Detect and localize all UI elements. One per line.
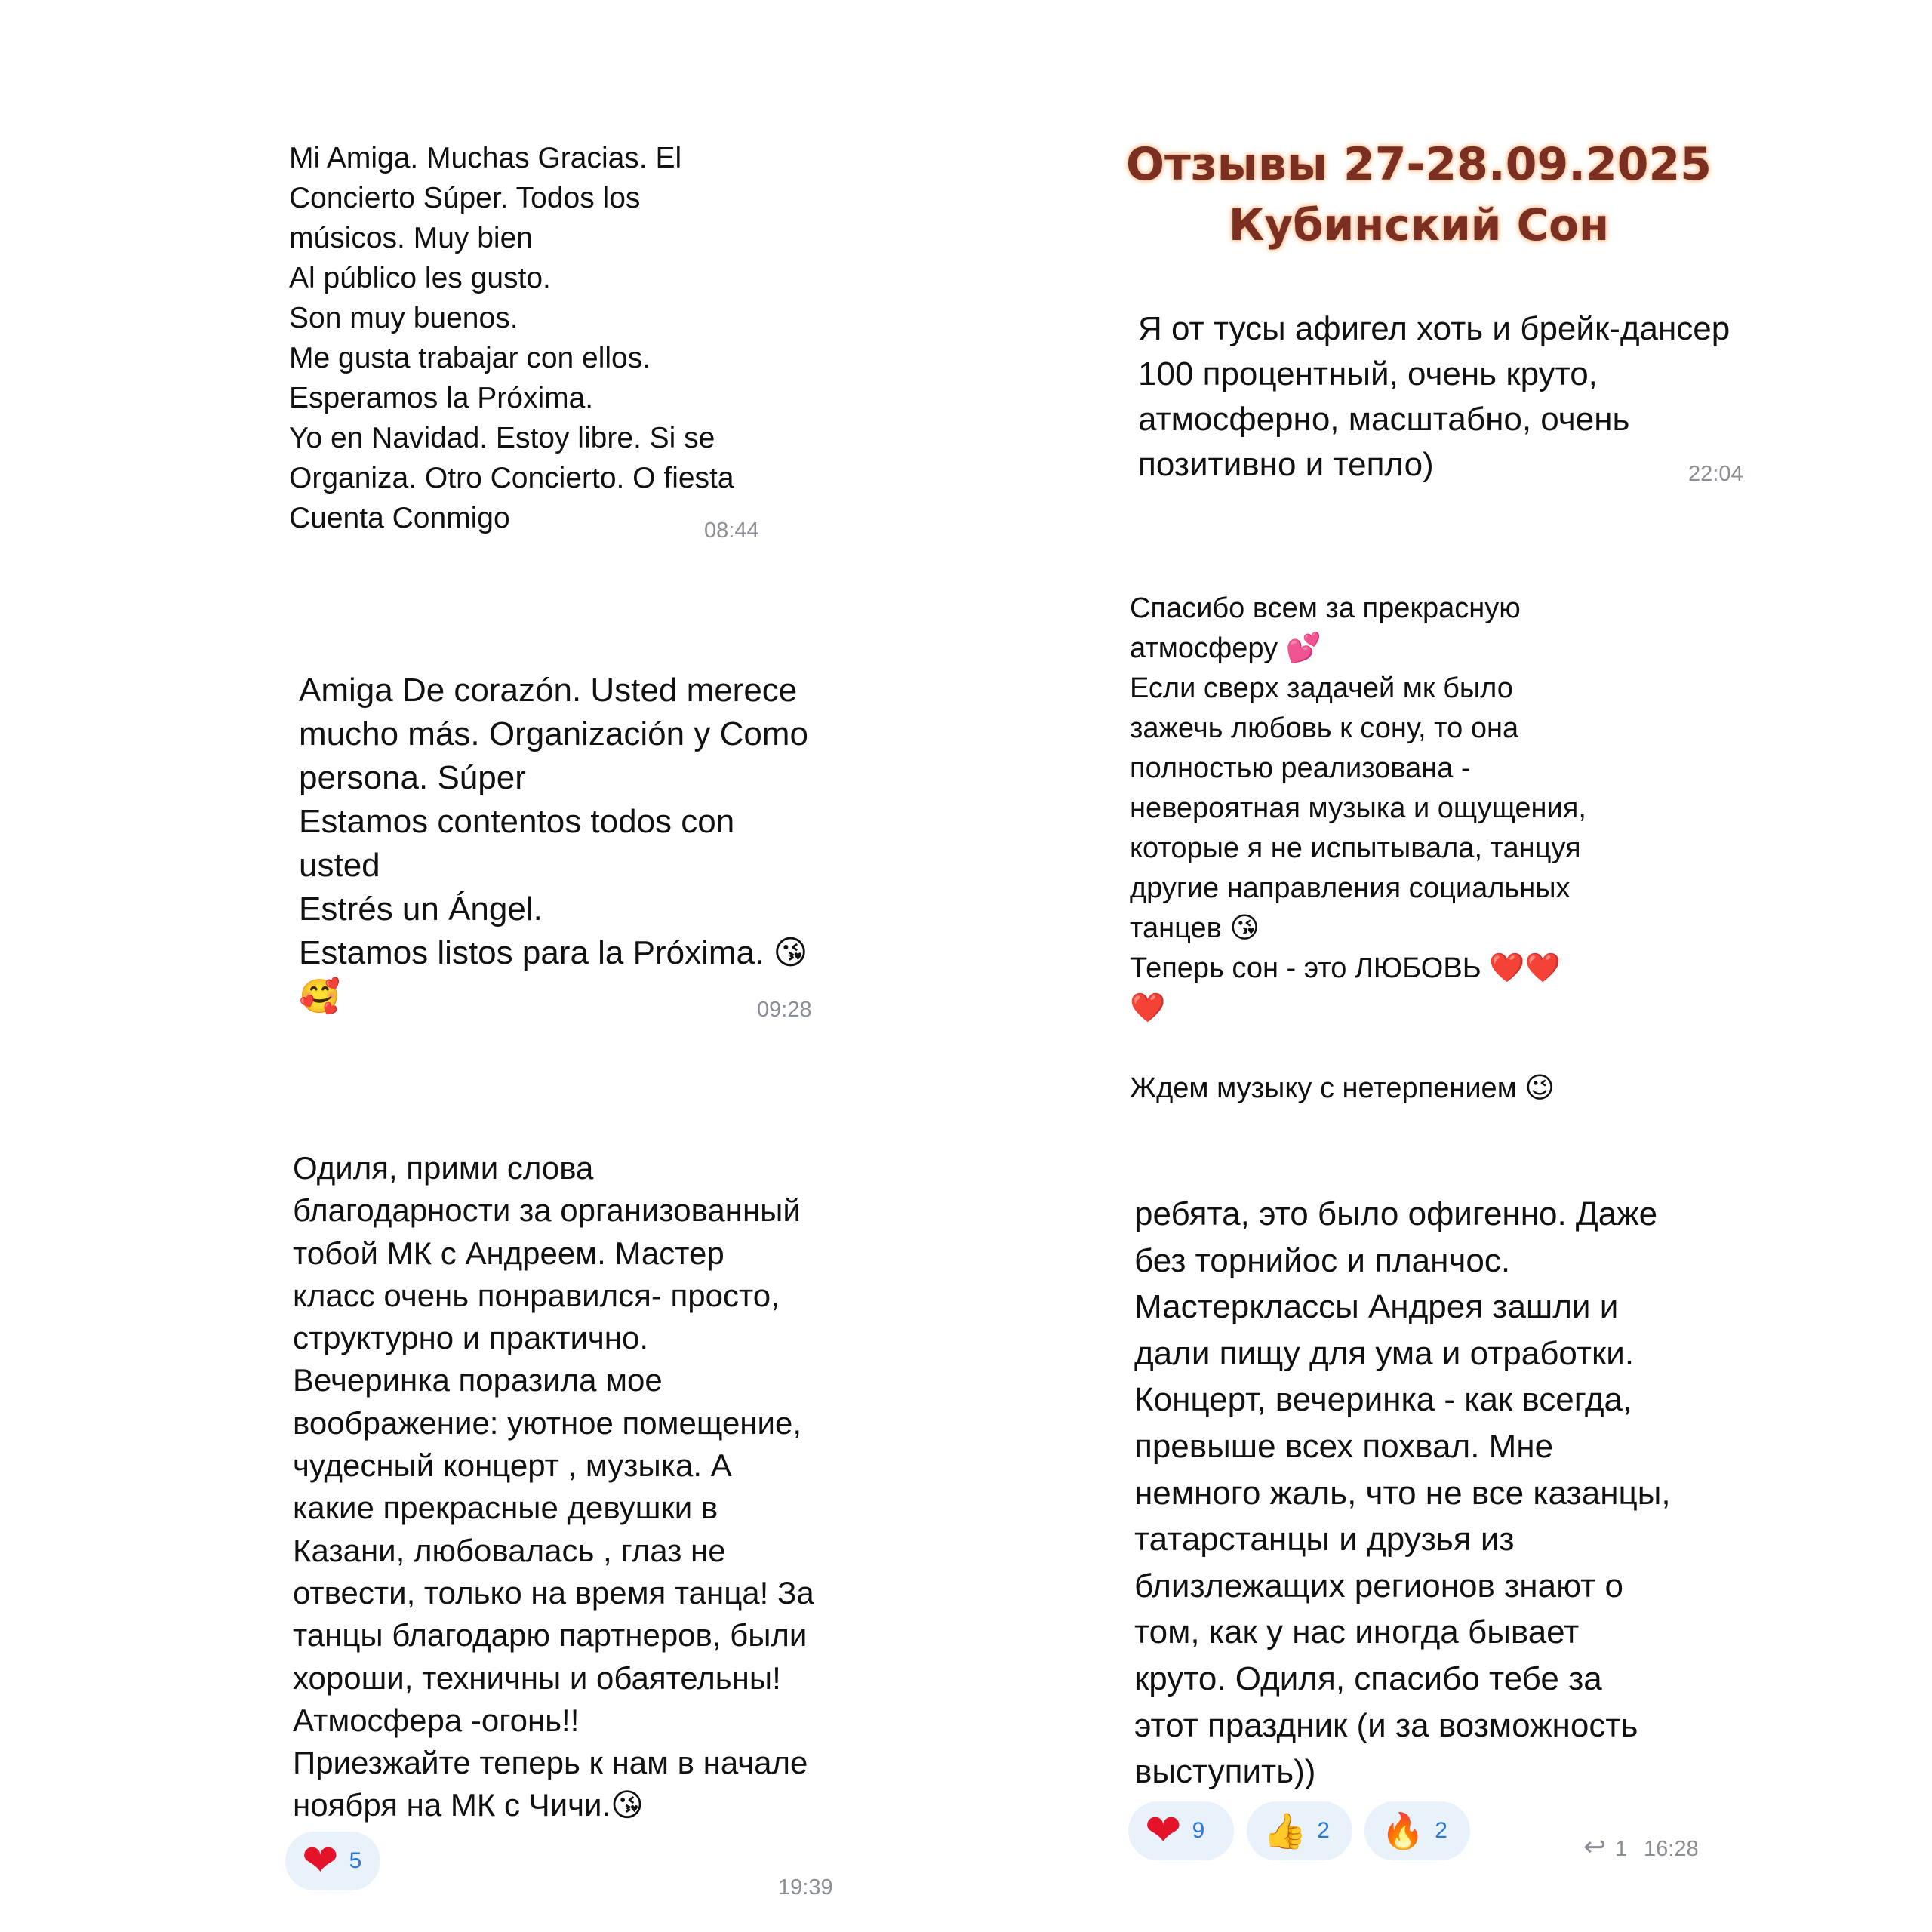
thumbs-up-icon: 👍	[1263, 1811, 1307, 1850]
reaction-count: 5	[349, 1848, 362, 1873]
message-text: Спасибо всем за прекрасную атмосферу 💕 Если сверх задачей мк было зажечь любовь к сону, то она полностью реализована - невероятная музыка и ощущения, которые я не испытывала, танцуя другие направления социальных танцев 😘 Теперь сон - это ЛЮБОВЬ ❤️❤️ ❤️ Ждем музыку с нетерпением 😉	[1130, 592, 1586, 1104]
reply-count[interactable]: 1	[1615, 1837, 1628, 1861]
title-line-dates: Отзывы 27-28.09.2025	[1126, 138, 1712, 191]
reaction-thumbs-up-chip[interactable]	[1247, 1801, 1352, 1860]
message-text: ребята, это было офигенно. Даже без торнийос и планчос. Мастерклассы Андрея зашли и дали пищу для ума и отработки. Концерт, вечеринка - как всегда, превыше всех похвал. Мне немного жаль, что не все казанцы, татарстанцы и друзья из близлежащих регионов знают о том, как у нас иногда бывает круто. Одиля, спасибо тебе за этот праздник (и за возможность выступить))	[1134, 1195, 1671, 1791]
message-text: Mi Amiga. Muchas Gracias. El Concierto Súper. Todos los músicos. Muy bien Al público les gusto. Son muy buenos. Me gusta trabajar con ellos. Esperamos la Próxima. Yo en Navidad. Estoy libre. Si se Organiza. Otro Concierto. O fiesta Cuenta Conmigo	[289, 142, 734, 534]
reaction-count: 9	[1192, 1818, 1205, 1843]
message-timestamp: 08:44	[704, 518, 759, 543]
reaction-heart-chip[interactable]	[1128, 1801, 1234, 1860]
message-timestamp: 22:04	[1688, 462, 1743, 486]
message-text: Я от тусы афигел хоть и брейк-дансер 100 процентный, очень круто, атмосферно, масштабно, очень позитивно и тепло)	[1138, 310, 1730, 483]
message-text: Amiga De corazón. Usted merece mucho más. Organización y Como persona. Súper Estamos contentos todos con usted Estrés un Ángel. Estamos listos para la Próxima. 😘 🥰	[299, 672, 808, 1015]
heart-icon: ❤	[1145, 1806, 1182, 1855]
page-title	[1072, 134, 1766, 255]
message-timestamp: 09:28	[757, 998, 812, 1022]
fire-icon: 🔥	[1381, 1811, 1425, 1850]
heart-icon: ❤	[302, 1836, 339, 1885]
message-timestamp: 16:28	[1644, 1837, 1699, 1861]
reaction-count: 2	[1435, 1818, 1447, 1843]
message-timestamp: 19:39	[778, 1875, 833, 1900]
message-text: Одиля, прими слова благодарности за организованный тобой МК с Андреем. Мастер класс очень понравился- просто, структурно и практично. Вечеринка поразила мое воображение: уютное помещение, чудесный концерт , музыка. А какие прекрасные девушки в Казани, любовалась , глаз не отвести, только на время танца! За танцы благодарю партнеров, были хороши, техничны и обаятельны! Атмосфера -огонь!! Приезжайте теперь к нам в начале ноября на МК с Чичи.😘	[293, 1150, 814, 1823]
reaction-count: 2	[1317, 1818, 1330, 1843]
reaction-heart-chip[interactable]	[285, 1832, 380, 1890]
reply-arrow-icon[interactable]: ↩	[1583, 1831, 1607, 1862]
title-line-event: Кубинский Сон	[1228, 199, 1610, 251]
reaction-fire-chip[interactable]	[1364, 1801, 1470, 1860]
